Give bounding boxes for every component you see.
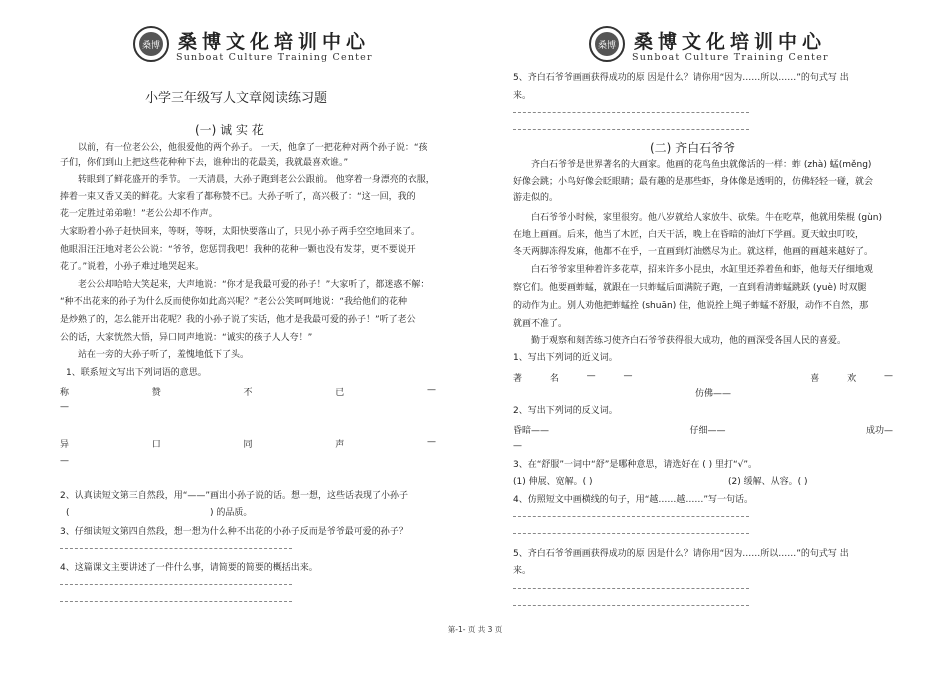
qr3-option-2[interactable]: (2) 缓解、从容。( )	[728, 477, 808, 487]
q1-row-1-tail: —	[60, 402, 69, 412]
q2-answer-open[interactable]: (	[66, 508, 70, 518]
emblem-icon	[132, 25, 170, 63]
answer-line[interactable]	[513, 516, 749, 517]
story1-line: 老公公却哈哈大笑起来，大声地说：“你才是我最可爱的孙子！”大家听了，都迷惑不解：	[78, 280, 430, 290]
story1-line: 站在一旁的大孙子听了，羞愧地低下了头。	[78, 350, 250, 360]
answer-line[interactable]	[513, 112, 749, 113]
story1-line: “种不出花来的孙子为什么反而使你如此高兴呢？”老公公笑呵呵地说：“我给他们的花种	[60, 297, 407, 307]
story2-line: 齐白石爷爷是世界著名的大画家。他画的花鸟鱼虫就像活的一样：蚱 (zhà) 蜢(měng)	[531, 160, 872, 170]
question-r3: 3、在“舒服”一词中“舒”是哪种意思，请选好在 ( ) 里打“√”。	[513, 460, 758, 470]
q2-answer-close: ) 的品质。	[210, 508, 253, 518]
logo-chinese-name: 桑博文化培训中心	[178, 31, 371, 53]
story1-line: 以前，有一位老公公，他很爱他的两个孙子。 一天，他拿了一把花种对两个孙子说：“孩	[78, 143, 428, 153]
story2-line: 冬天两脚冻得发麻，他都不在乎，一直画到灯油燃尽为止。就这样，他画的画越来越好了。	[513, 247, 874, 257]
story1-line: 他眼泪汪汪地对老公公说：“爷爷，您惩罚我吧！我种的花种一颗也没有发芽，更不要说开	[60, 245, 416, 255]
story2-line: 白石爷爷家里种着许多花草，招来许多小昆虫，水缸里还养着鱼和虾，他每天仔细地观	[531, 265, 874, 275]
logo-english-name: Sunboat Culture Training Center	[176, 52, 373, 63]
story1-line: 捧着一束又香又美的鲜花。大家看了都称赞不已。大孙子听了，高兴极了：“这一回，我的	[60, 192, 416, 202]
document-title: 小学三年级写人文章阅读练习题	[145, 91, 328, 106]
answer-line[interactable]	[513, 588, 749, 589]
story1-line: 公的话，大家恍然大悟，异口同声地说：“诚实的孩子人人夸！”	[60, 333, 313, 343]
story1-line: 子们，你们到山上把这些花种种下去，谁种出的花最美，我就最喜欢谁。”	[60, 158, 349, 168]
left-page	[0, 0, 470, 630]
qr2-word-row: 昏暗—— 仔细—— 成功—	[513, 426, 893, 436]
emblem-text: 桑博	[141, 41, 161, 51]
answer-line[interactable]	[60, 548, 292, 549]
answer-line[interactable]	[513, 533, 749, 534]
qr1-word-row: 著 名 — — 喜 欢 —	[513, 371, 893, 384]
emblem-icon	[588, 25, 626, 63]
emblem-text: 桑博	[597, 41, 617, 51]
story2-title: (二) 齐白石爷爷	[650, 141, 736, 155]
story1-title: (一) 诚 实 花	[195, 123, 264, 137]
right-page	[480, 0, 950, 630]
logo-chinese-name: 桑博文化培训中心	[634, 31, 827, 53]
story2-line: 察它们。他要画蚱蜢，就跟在一只蚱蜢后面满院子跑，一直到看清蚱蜢跳跃 (yuè) 时双腿	[513, 283, 867, 293]
question-r5: 5、齐白石爷爷画画获得成功的原 因是什么？请你用“因为……所以……”的句式写 出	[513, 549, 849, 559]
story2-line: 就画不准了。	[513, 319, 568, 329]
question-r1: 1、写出下列词的近义词。	[513, 353, 618, 363]
qr1-row-tail: 仿佛——	[695, 389, 732, 399]
page-footer: 第-1- 页 共 3 页	[447, 625, 503, 634]
story1-line: 花了。”说着，小孙子难过地哭起来。	[60, 262, 205, 272]
q1-word-row-1: 称 赞 不 已 —	[60, 385, 436, 398]
story2-line: 在地上画画。后来，他当了木匠，白天干活，晚上在昏暗的油灯下学画。夏天蚊虫叮咬，	[513, 230, 865, 240]
story2-line: 白石爷爷小时候，家里很穷。他八岁就给人家放牛、砍柴。牛在吃草，他就用柴棍 (gùn)	[531, 213, 883, 223]
story2-line: 游走似的。	[513, 193, 559, 203]
question-2: 2、认真读短文第三自然段，用“——”画出小孙子说的话。想一想，这些话表现了小孙子	[60, 491, 409, 501]
answer-line[interactable]	[513, 605, 749, 606]
q1-row-2-tail: —	[60, 456, 69, 466]
story2-line: 好像会跳；小鸟好像会眨眼睛；最有趣的是那些虾，身体像是透明的，仿佛轻轻一碰，就会	[513, 177, 874, 187]
question-r5-cont: 来。	[513, 566, 532, 576]
story1-line: 是炒熟了的，怎么能开出花呢？我的小孙子说了实话，他才是我最可爱的孙子！”听了老公	[60, 315, 416, 325]
answer-line[interactable]	[60, 584, 292, 585]
qr2-row-tail: —	[513, 441, 522, 451]
story1-line: 转眼到了鲜花盛开的季节。 一天清晨，大孙子跑到老公公跟前。 他穿着一身漂亮的衣服，	[78, 175, 435, 185]
logo-english-name: Sunboat Culture Training Center	[632, 52, 829, 63]
question-r2: 2、写出下列词的反义词。	[513, 406, 618, 416]
header-logo	[132, 25, 373, 70]
question-r4: 4、仿照短文中画横线的句子，用“越……越……”写一句话。	[513, 495, 754, 505]
q1-word-row-2: 异 口 同 声 —	[60, 437, 436, 450]
header-logo	[588, 25, 829, 70]
qr3-option-1[interactable]: (1) 伸展、宽解。( )	[513, 477, 593, 487]
question-3: 3、仔细读短文第四自然段，想一想为什么种不出花的小孙子反而是爷爷最可爱的孙子？	[60, 527, 408, 537]
question-4: 4、这篇课文主要讲述了一件什么事，请简要的简要的概括出来。	[60, 563, 318, 573]
question-5-cont: 来。	[513, 91, 532, 101]
answer-line[interactable]	[513, 129, 749, 130]
question-1: 1、联系短文写出下列词语的意思。	[66, 368, 207, 378]
story2-line: 的动作为止。别人劝他把蚱蜢拴 (shuān) 住，他说拴上绳子蚱蜢不舒服，动作不自然，那	[513, 301, 869, 311]
question-5: 5、齐白石爷爷画画获得成功的原 因是什么？请你用“因为……所以……”的句式写 出	[513, 73, 849, 83]
story1-line: 大家盼着小孙子赶快回来，等呀，等呀，太阳快要落山了，只见小孙子两手空空地回来了。	[60, 227, 421, 237]
story1-line: 花一定胜过弟弟啦！”老公公却不作声。	[60, 209, 218, 219]
answer-line[interactable]	[60, 601, 292, 602]
story2-line: 勤于观察和刻苦练习使齐白石爷爷获得很大成功，他的画深受各国人民的喜爱。	[531, 336, 847, 346]
